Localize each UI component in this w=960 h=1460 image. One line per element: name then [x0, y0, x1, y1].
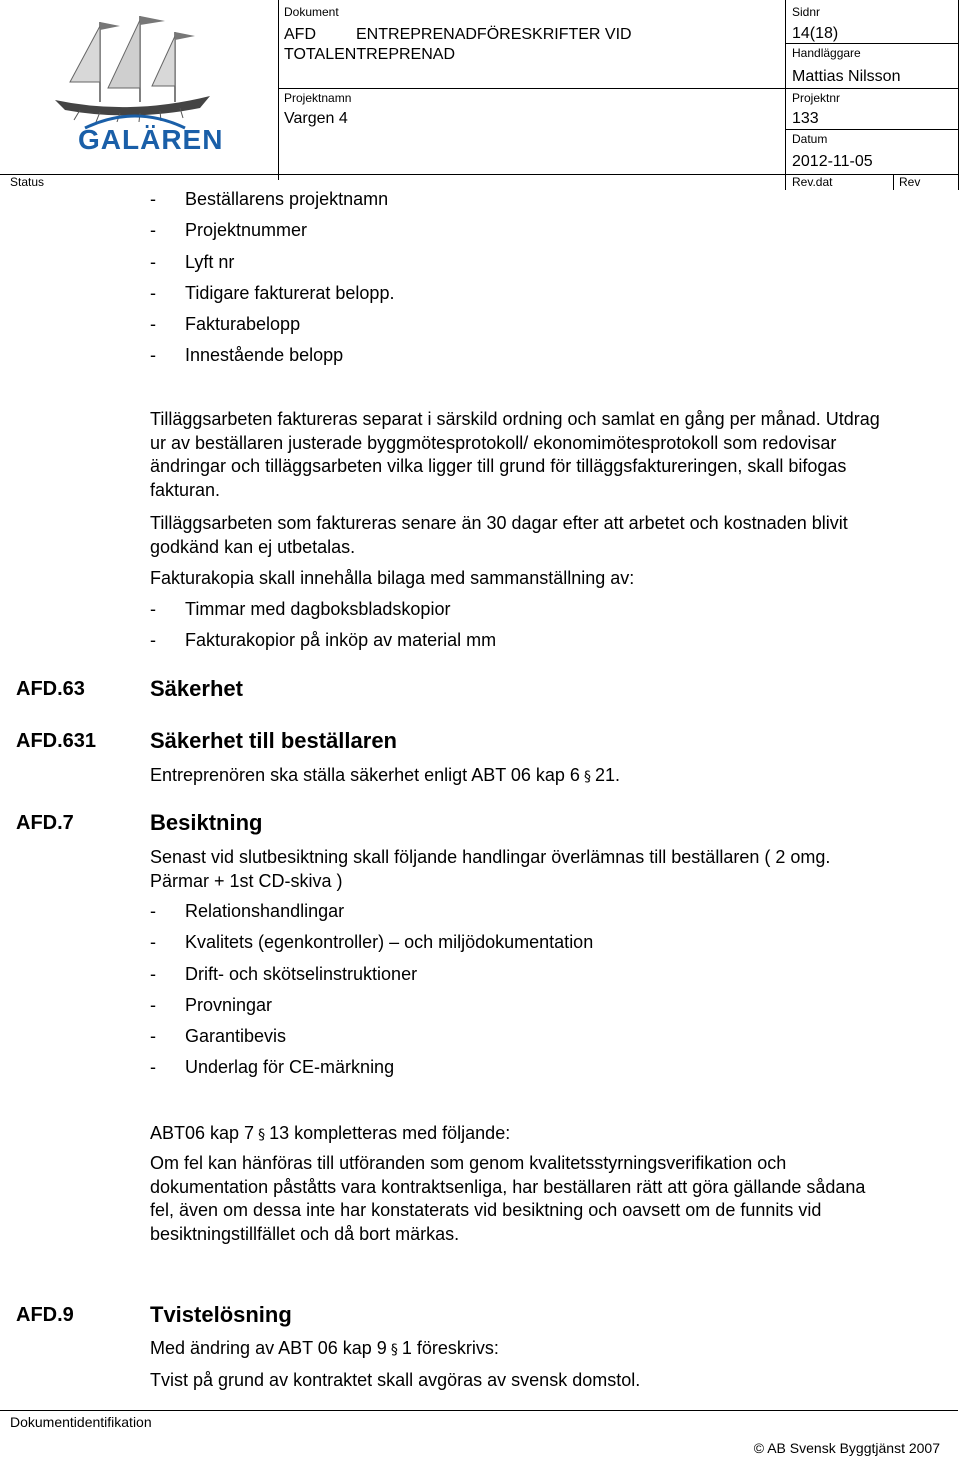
list-item: - Garantibevis — [150, 1026, 287, 1047]
list-item: - Beställarens projektnamn — [150, 189, 389, 209]
list-item: - Fakturakopior på inköp av material mm — [150, 630, 497, 651]
footer-divider — [0, 1410, 958, 1411]
section-title: Besiktning — [150, 810, 263, 835]
projektnamn-label: Projektnamn — [284, 91, 352, 105]
list-item: - Fakturabelopp — [150, 314, 301, 335]
sidnr-value: 14(18) — [792, 25, 839, 42]
datum-label: Datum — [792, 132, 828, 146]
projektnr-value: 133 — [792, 110, 819, 127]
dokument-value: AFD ENTREPRENADFÖRESKRIFTER VID TOTALENTREPRENAD — [284, 26, 636, 63]
security-text: Entreprenören ska ställa säkerhet enligt ABT 06 kap 6 § 21. — [150, 765, 620, 785]
projektnamn-value: Vargen 4 — [284, 110, 348, 127]
handlaggare-value: Mattias Nilsson — [792, 68, 901, 85]
logo-text: GALÄREN — [78, 124, 224, 155]
header-divider — [785, 43, 958, 44]
list-item: - Provningar — [150, 994, 273, 1015]
header-divider — [278, 0, 279, 180]
header-divider — [785, 129, 958, 130]
list-item: - Timmar med dagboksbladskopior — [150, 599, 451, 619]
header-divider — [785, 0, 786, 190]
header-divider — [958, 0, 959, 190]
rev-label: Rev — [899, 175, 921, 189]
list-item: - Tidigare fakturerat belopp. — [150, 282, 395, 303]
inspection-paragraph: Senast vid slutbesiktning skall följande handlingar överlämnas till beställaren ( 2 omg. Pärmar + 1st CD-skiva ) — [150, 847, 831, 891]
dispute-text: Med ändring av ABT 06 kap 9 § 1 föreskrivs: — [150, 1338, 499, 1358]
section-number: AFD.7 — [16, 812, 74, 834]
status-label: Status — [10, 175, 45, 189]
sidnr-label: Sidnr — [792, 5, 821, 19]
list-item: - Kvalitets (egenkontroller) – och miljödokumentation — [150, 932, 594, 953]
section-number: AFD.631 — [16, 730, 97, 752]
list-item: - Lyft nr — [150, 251, 235, 272]
section-title: Tvistelösning — [150, 1302, 292, 1327]
list-item: - Projektnummer — [150, 220, 308, 241]
header-divider — [893, 174, 894, 190]
section-title: Säkerhet till beställaren — [150, 728, 397, 753]
invoice-copy-paragraph: Fakturakopia skall innehålla bilaga med sammanställning av: — [150, 568, 635, 588]
dispute-court-text: Tvist på grund av kontraktet skall avgöras av svensk domstol. — [150, 1370, 641, 1390]
projektnr-label: Projektnr — [792, 91, 841, 105]
copyright: © AB Svensk Byggtjänst 2007 — [753, 1440, 940, 1456]
dokument-label: Dokument — [284, 5, 339, 19]
section-title: Säkerhet — [150, 676, 243, 701]
invoice-copy-list — [150, 598, 496, 661]
inspection-documents-list — [150, 900, 593, 1088]
header-divider — [278, 88, 958, 89]
list-item: - Drift- och skötselinstruktioner — [150, 963, 418, 984]
section-number: AFD.63 — [16, 678, 85, 700]
late-invoice-paragraph: Tilläggsarbeten som faktureras senare än 30 dagar efter att arbetet och kostnaden blivit godkänd kan ej utbetalas. — [150, 513, 848, 557]
handlaggare-label: Handläggare — [792, 46, 861, 60]
section-number: AFD.9 — [16, 1304, 74, 1326]
abt-supplement-heading: ABT06 kap 7 § 13 kompletteras med följande: — [150, 1123, 511, 1143]
list-item: - Underlag för CE-märkning — [150, 1057, 395, 1078]
additional-work-paragraph: Tilläggsarbeten faktureras separat i särskild ordning och samlat en gång per månad. Utdrag ur av beställaren justerade byggmötesprotokoll/ ekonomimötesprotokoll som redovisar ändringar och tilläggsarbeten vilka ligger till grund för tilläggsfaktureringen, skall bifogas fakturan. — [150, 409, 880, 500]
datum-value: 2012-11-05 — [792, 153, 873, 170]
list-item: - Relationshandlingar — [150, 901, 345, 921]
ship-icon — [40, 12, 220, 122]
galaren-logo — [40, 12, 224, 162]
revdat-label: Rev.dat — [792, 175, 833, 189]
copyright-icon: © — [753, 1440, 765, 1456]
doc-id-label: Dokumentidentifikation — [10, 1414, 152, 1430]
abt-supplement-paragraph: Om fel kan hänföras till utföranden som genom kvalitetsstyrningsverifikation och dokumentation påståtts vara kontraktsenliga, har beställaren rätt att göra gällande sådana fel, även om dessa inte har konstaterats vid besiktning och oavsett om de funnits vid besiktningstillfället och då bort märkas. — [150, 1153, 866, 1244]
list-item: - Innestående belopp — [150, 345, 344, 366]
invoice-content-list — [150, 188, 394, 376]
